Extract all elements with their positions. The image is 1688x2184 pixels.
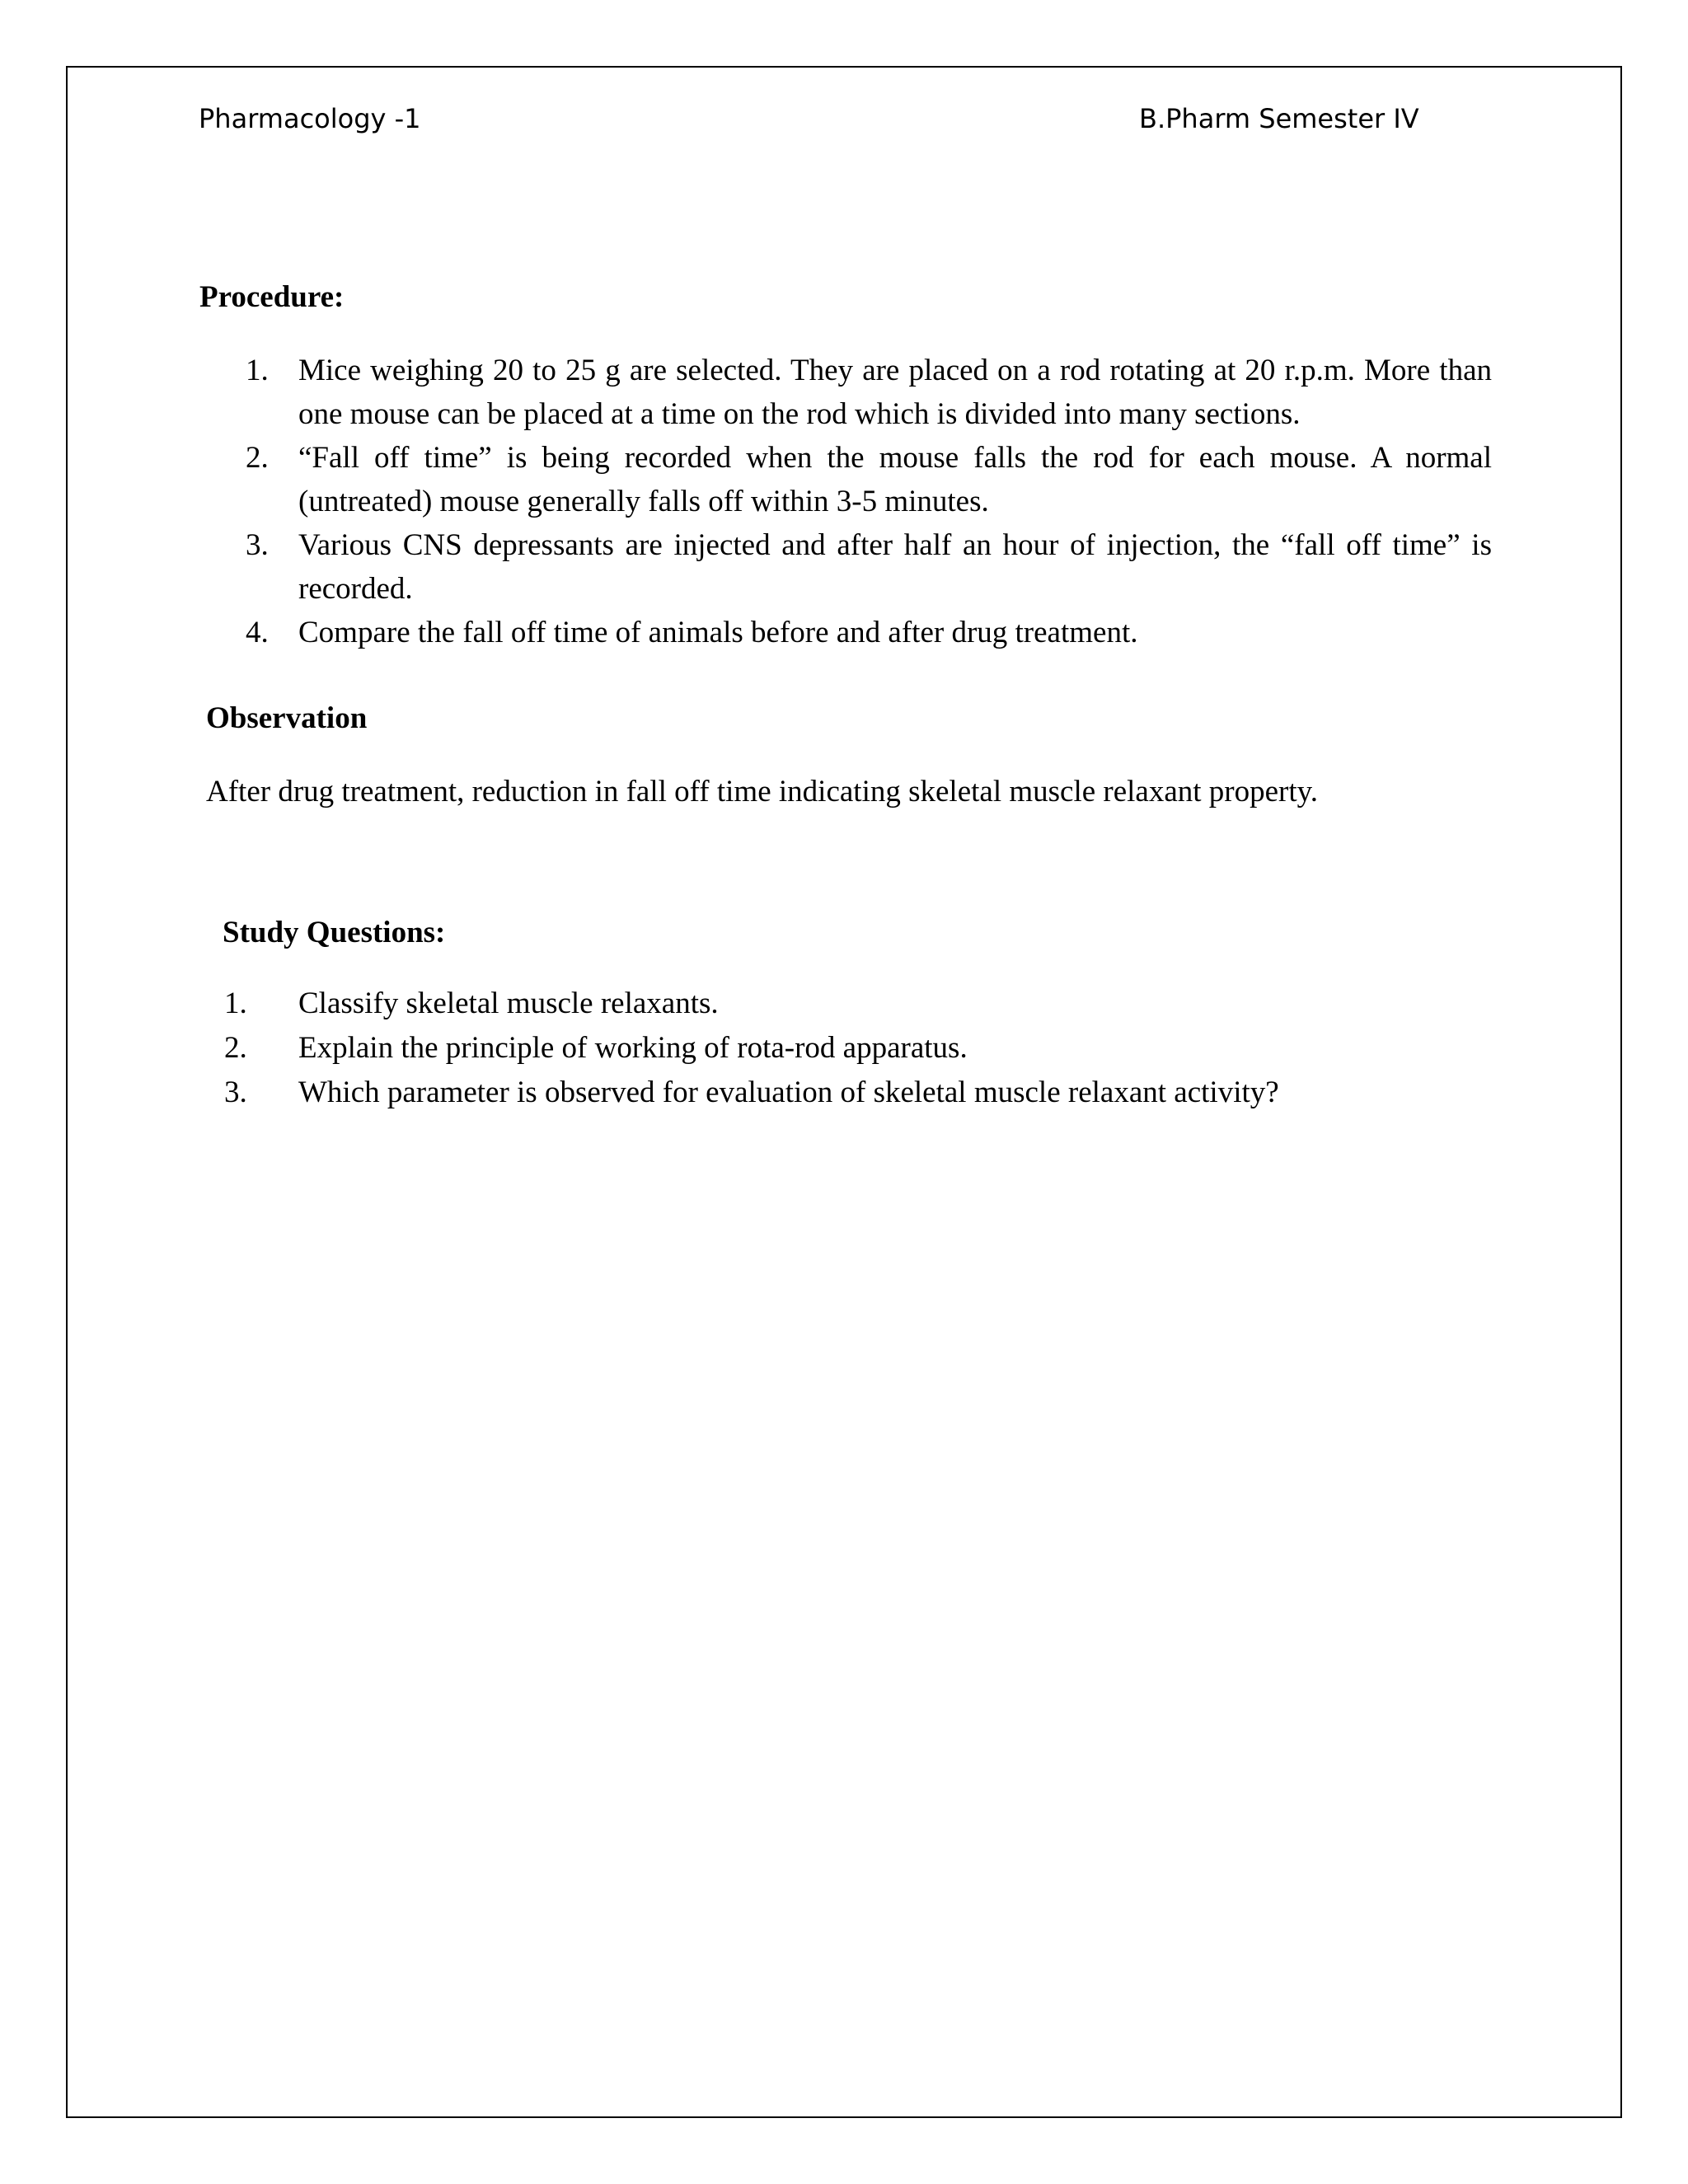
procedure-list	[246, 349, 1492, 654]
procedure-step-number: 4.	[246, 616, 269, 649]
header-semester: B.Pharm Semester IV	[1139, 103, 1419, 134]
study-question-number: 1.	[224, 987, 247, 1020]
procedure-step-number: 2.	[246, 441, 269, 475]
procedure-step-text: Mice weighing 20 to 25 g are selected. They are placed on a rod rotating at 20 r.p.m. More than one mouse can be placed at a time on the rod which is divided into many sections.	[298, 354, 1492, 431]
study-question	[224, 982, 1535, 1026]
procedure-step	[246, 436, 1492, 523]
study-questions-heading: Study Questions:	[223, 916, 446, 949]
study-question-text: Which parameter is observed for evaluation of skeletal muscle relaxant activity?	[298, 1076, 1279, 1109]
procedure-step-number: 3.	[246, 528, 269, 562]
observation-heading: Observation	[206, 701, 368, 735]
study-question-text: Classify skeletal muscle relaxants.	[298, 987, 719, 1020]
study-question	[224, 1071, 1535, 1115]
procedure-step	[246, 349, 1492, 436]
procedure-heading: Procedure:	[199, 280, 345, 314]
procedure-step	[246, 523, 1492, 611]
study-question-text: Explain the principle of working of rota-rod apparatus.	[298, 1031, 968, 1065]
procedure-step-text: “Fall off time” is being recorded when the mouse falls the rod for each mouse. A normal (untreated) mouse generally falls off within 3-5 minutes.	[298, 441, 1492, 518]
procedure-step	[246, 611, 1492, 654]
study-question-number: 2.	[224, 1031, 247, 1065]
procedure-step-number: 1.	[246, 354, 269, 387]
observation-text: After drug treatment, reduction in fall off time indicating skeletal muscle relaxant property.	[206, 775, 1319, 808]
header-course-title: Pharmacology -1	[199, 103, 421, 134]
study-question-number: 3.	[224, 1076, 247, 1109]
study-question	[224, 1026, 1535, 1071]
study-questions-list	[224, 982, 1535, 1115]
procedure-step-text: Various CNS depressants are injected and after half an hour of injection, the “fall off time” is recorded.	[298, 528, 1492, 606]
procedure-step-text: Compare the fall off time of animals before and after drug treatment.	[298, 616, 1138, 649]
